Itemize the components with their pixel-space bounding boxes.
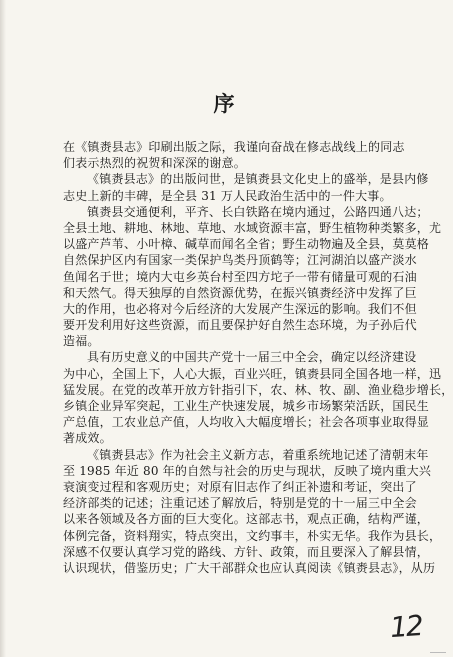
- text-line: 至 1985 年近 80 年的自然与社会的历史与现状，反映了境内重大兴: [63, 463, 432, 478]
- text-line: 体例完备，资料翔实，特点突出，文约事丰，朴实无华。我作为县长，: [63, 528, 442, 543]
- text-line: 著成效。: [63, 431, 112, 446]
- text-line: 为中心，全国上下，人心大振，百业兴旺，镇赉县同全国各地一样，迅: [63, 366, 442, 381]
- text-line: 们表示热烈的祝贺和深深的谢意。: [63, 156, 247, 171]
- page-title: 序: [213, 91, 237, 116]
- text-line: 要开发利用好这些资源，而且要保护好自然生态环境，为子孙后代: [63, 318, 417, 333]
- text-line: 深感不仅要认真学习党的路线、方针、政策，而且要深入了解县情，: [63, 544, 430, 559]
- text-line: 镇赉县交通便利，平齐、长白铁路在境内通过，公路四通八达；: [87, 204, 429, 219]
- text-line: 在《镇赉县志》印刷出版之际，我谨向奋战在修志战线上的同志: [63, 140, 405, 154]
- text-line: 具有历史意义的中国共产党十一届三中全会，确定以经济建设: [87, 350, 417, 365]
- text-line: 全县土地、耕地、林地、草地、水域资源丰富，野生植物种类繁多，尤: [63, 220, 442, 235]
- handwritten-page-number: 12: [388, 608, 423, 645]
- text-line: 《镇赉县志》作为社会主义新方志，着重系统地记述了清朝末年: [87, 447, 429, 462]
- text-line: 认识现状，借鉴历史；广大干部群众也应认真阅读《镇赉县志》，从历: [63, 560, 436, 575]
- text-line: 志史上新的丰碑，是全县 31 万人民政治生活中的一件大事。: [63, 188, 392, 203]
- text-line: 自然保护区内有国家一类保护鸟类丹顶鹤等；江河湖泊以盛产淡水: [63, 253, 417, 268]
- text-line: 经济部类的记述；注重记述了解放后，特别是党的十一届三中全会: [63, 496, 417, 511]
- text-line: 鱼闻名于世；境内大屯乡英台村至四方坨子一带有储量可观的石油: [63, 269, 417, 284]
- text-line: 以来各领域及各方面的巨大变化。这部志书，观点正确，结构严谨，: [63, 512, 430, 527]
- text-line: 造福。: [63, 334, 100, 349]
- text-line: 和天然气。得天独厚的自然资源优势，在振兴镇赉经济中发挥了巨: [63, 285, 417, 300]
- text-line: 衰演变过程和客观历史；对原有旧志作了纠正补遗和考证，突出了: [63, 479, 417, 494]
- body-text: [63, 139, 453, 576]
- text-line: 猛发展。在党的改革开放方针指引下，农、林、牧、副、渔业稳步增长，: [63, 382, 453, 397]
- scan-mark: [430, 652, 446, 653]
- text-line: 乡镇企业异军突起，工业生产快速发展，城乡市场繁荣活跃，国民生: [63, 399, 430, 413]
- text-line: 《镇赉县志》的出版问世，是镇赉县文化史上的盛举，是县内修: [87, 172, 429, 187]
- text-line: 以盛产芦苇、小叶樟、碱草而闻名全省；野生动物遍及全县，莫莫格: [63, 237, 430, 252]
- text-line: 大的作用，也必将对今后经济的大发展产生深远的影响。我们不但: [63, 301, 417, 316]
- text-line: 产总值，工农业总产值，人均收入大幅度增长；社会各项事业取得显: [63, 415, 430, 430]
